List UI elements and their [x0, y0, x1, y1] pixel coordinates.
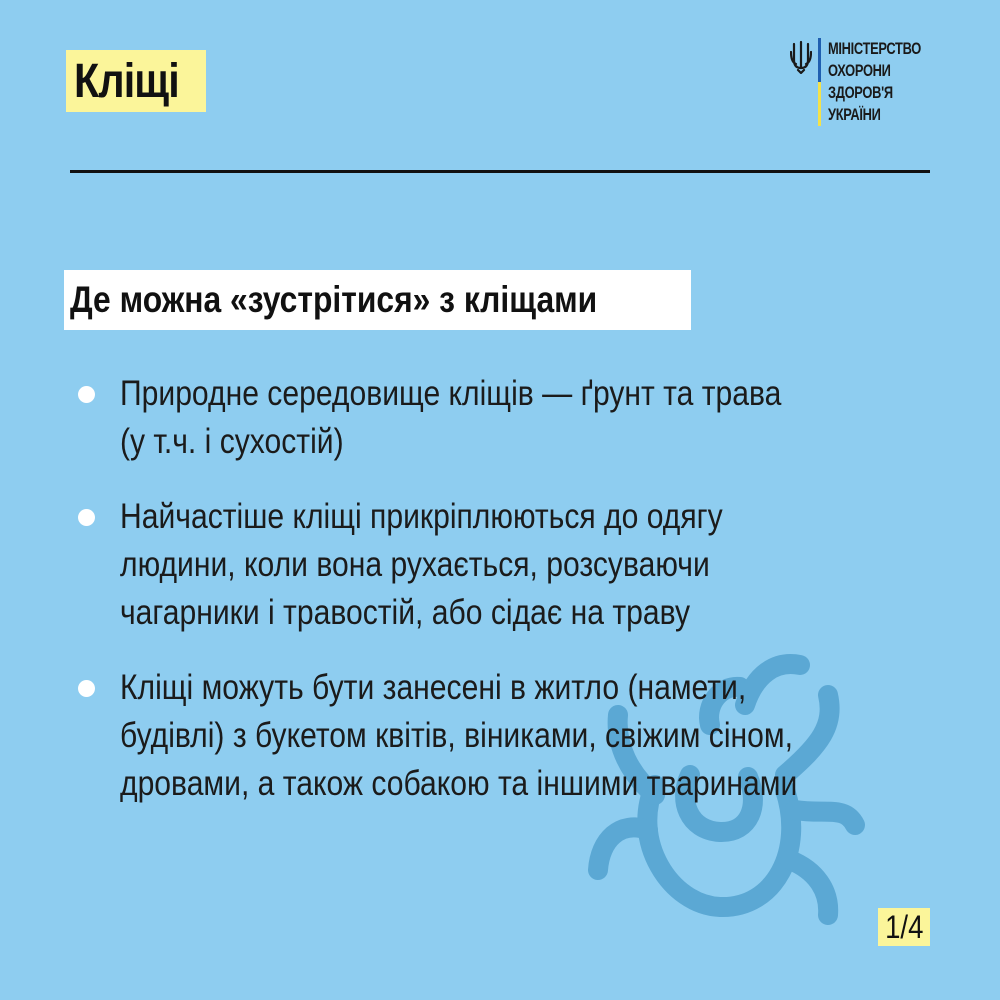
title-badge — [66, 50, 206, 112]
bullet-text — [120, 493, 841, 637]
page-title: Кліщі — [74, 54, 179, 108]
list-item — [78, 664, 958, 808]
logo-line-2: ОХОРОНИ — [828, 62, 891, 80]
bullet-line: дровами, а також собакою та іншими тваринами — [120, 764, 798, 803]
bullet-line: Найчастіше кліщі прикріплюються до одягу — [120, 497, 723, 536]
logo-text — [828, 38, 921, 126]
bullet-dot — [78, 386, 95, 403]
bullet-line: людини, коли вона рухається, розсуваючи — [120, 545, 710, 584]
header-divider — [70, 170, 930, 173]
bullet-line: чагарники і травостій, або сідає на траву — [120, 593, 690, 632]
bullet-line: будівлі) з букетом квітів, віниками, свіжим сіном, — [120, 716, 793, 755]
list-item — [78, 370, 958, 466]
section-subtitle: Де можна «зустрітися» з кліщами — [70, 279, 598, 320]
ministry-logo — [790, 38, 947, 126]
bullet-list — [78, 370, 958, 835]
bullet-text — [120, 664, 841, 808]
page-indicator: 1/4 — [885, 908, 924, 945]
bullet-text — [120, 370, 841, 466]
bullet-line: Природне середовище кліщів — ґрунт та трава — [120, 374, 782, 413]
subtitle-box — [64, 270, 691, 330]
logo-line-3: ЗДОРОВ'Я — [828, 84, 893, 102]
bullet-dot — [78, 509, 95, 526]
list-item — [78, 493, 958, 637]
logo-line-1: МІНІСТЕРСТВО — [828, 40, 921, 58]
bullet-dot — [78, 680, 95, 697]
logo-flag-bar — [818, 38, 821, 126]
bullet-line: Кліщі можуть бути занесені в житло (намети, — [120, 668, 747, 707]
trident-icon — [790, 40, 812, 74]
bullet-line: (у т.ч. і сухостій) — [120, 422, 344, 461]
page-indicator-badge — [878, 908, 930, 946]
logo-line-4: УКРАЇНИ — [828, 106, 881, 124]
